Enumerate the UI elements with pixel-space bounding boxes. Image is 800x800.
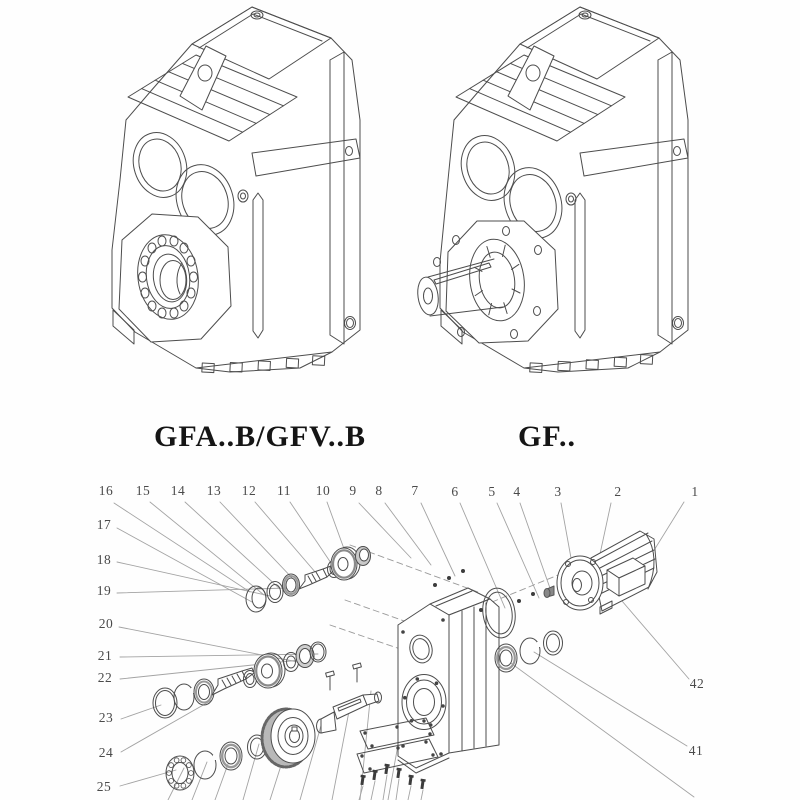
key-pins-icon	[326, 663, 362, 690]
callout-16: 16	[98, 483, 114, 498]
gearbox-drawing-gfab	[112, 7, 360, 378]
gear-housing-drawing	[398, 588, 499, 773]
callout-19: 19	[96, 583, 112, 598]
intermediate-shaft-parts	[153, 642, 326, 718]
callout-15: 15	[135, 483, 151, 498]
callout-13: 13	[206, 483, 222, 498]
callout-23: 23	[98, 710, 114, 725]
callout-2: 2	[614, 484, 622, 499]
callout-4: 4	[513, 484, 521, 499]
callout-42: 42	[689, 676, 705, 691]
input-shaft-parts	[246, 547, 371, 613]
callout-10: 10	[315, 483, 331, 498]
callout-17: 17	[96, 517, 112, 532]
left-figure-caption: GFA..B/GFV..B	[154, 420, 366, 453]
callout-24: 24	[98, 745, 114, 760]
callout-20: 20	[98, 616, 114, 631]
callout-41: 41	[688, 743, 704, 758]
gearbox-drawing-gf	[415, 7, 688, 378]
callout-14: 14	[170, 483, 186, 498]
callout-1: 1	[691, 484, 699, 499]
callout-18: 18	[96, 552, 112, 567]
callout-9: 9	[349, 483, 357, 498]
callout-21: 21	[97, 648, 113, 663]
callout-3: 3	[554, 484, 562, 499]
callout-22: 22	[97, 670, 113, 685]
exploded-view-drawing	[114, 502, 694, 800]
callout-25: 25	[96, 779, 112, 794]
motor-drawing	[557, 531, 657, 614]
callout-12: 12	[241, 483, 257, 498]
callout-7: 7	[411, 483, 419, 498]
callout-8: 8	[375, 483, 383, 498]
callout-11: 11	[277, 483, 291, 498]
callout-5: 5	[488, 484, 496, 499]
right-figure-caption: GF..	[518, 420, 576, 453]
callout-6: 6	[451, 484, 459, 499]
